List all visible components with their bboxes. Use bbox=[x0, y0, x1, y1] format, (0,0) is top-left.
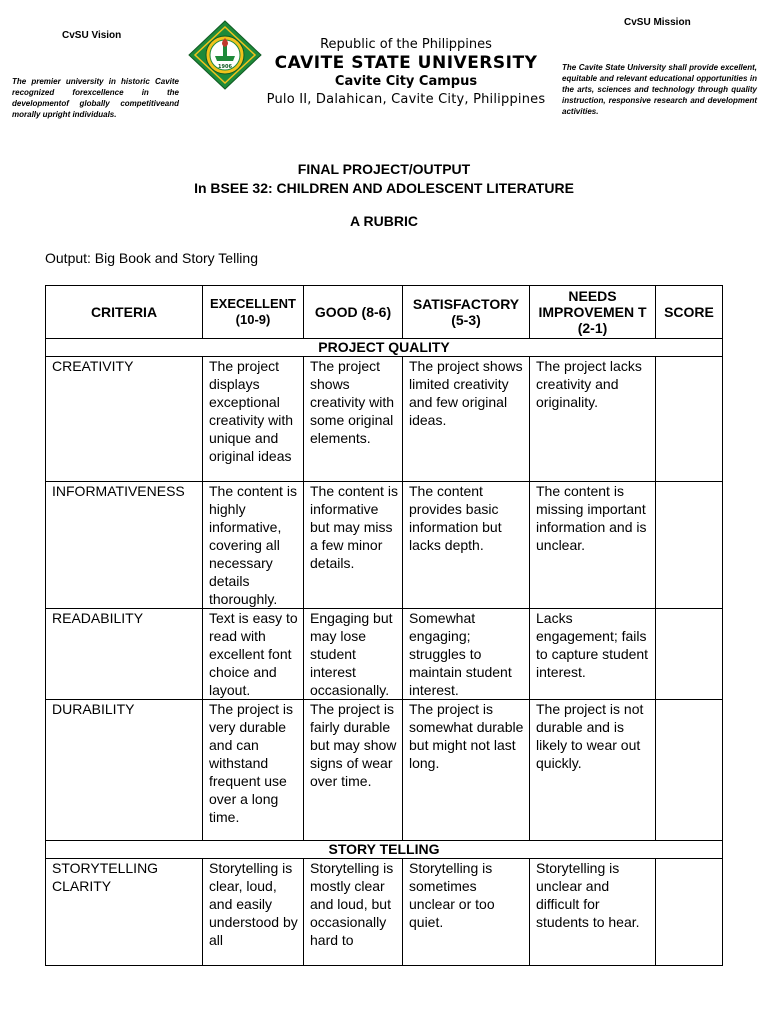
needs-improvement-cell: Lacks engagement; fails to capture student interest. bbox=[530, 609, 656, 700]
criteria-cell: READABILITY bbox=[46, 609, 203, 700]
section-title: PROJECT QUALITY bbox=[46, 339, 723, 357]
score-cell[interactable] bbox=[656, 609, 723, 700]
campus-name: Cavite City Campus bbox=[334, 74, 478, 89]
section-row-project-quality bbox=[46, 339, 723, 357]
header-satisfactory: SATISFACTORY (5-3) bbox=[403, 286, 530, 339]
table-row bbox=[46, 482, 723, 609]
vision-text: The premier university in historic Cavite recognized forexcellence in the developmentof globally competitiveand morally upright individuals. bbox=[12, 77, 179, 119]
good-cell: Storytelling is mostly clear and loud, but occasionally hard to bbox=[304, 859, 403, 966]
excellent-cell: The project displays exceptional creativity with unique and original ideas bbox=[203, 357, 304, 482]
header-score: SCORE bbox=[656, 286, 723, 339]
criteria-cell: STORYTELLING CLARITY bbox=[46, 859, 203, 966]
score-cell[interactable] bbox=[656, 357, 723, 482]
satisfactory-cell: The project is somewhat durable but might not last long. bbox=[403, 700, 530, 841]
republic-line: Republic of the Philippines bbox=[320, 37, 492, 52]
vision-title: CvSU Vision bbox=[62, 30, 122, 41]
satisfactory-cell: The content provides basic information but lacks depth. bbox=[403, 482, 530, 609]
university-name: CAVITE STATE UNIVERSITY bbox=[274, 53, 538, 73]
satisfactory-cell: Storytelling is sometimes unclear or too quiet. bbox=[403, 859, 530, 966]
document-title-line2: In BSEE 32: CHILDREN AND ADOLESCENT LITERATURE bbox=[194, 180, 574, 196]
criteria-cell: DURABILITY bbox=[46, 700, 203, 841]
document-title-line1: FINAL PROJECT/OUTPUT bbox=[297, 161, 471, 177]
score-cell[interactable] bbox=[656, 859, 723, 966]
table-row bbox=[46, 700, 723, 841]
needs-improvement-cell: The project lacks creativity and originality. bbox=[530, 357, 656, 482]
good-cell: Engaging but may lose student interest occasionally. bbox=[304, 609, 403, 700]
needs-improvement-cell: Storytelling is unclear and difficult for students to hear. bbox=[530, 859, 656, 966]
table-row bbox=[46, 609, 723, 700]
excellent-cell: Text is easy to read with excellent font choice and layout. bbox=[203, 609, 304, 700]
header-good: GOOD (8-6) bbox=[304, 286, 403, 339]
table-row bbox=[46, 859, 723, 966]
rubric-title: A RUBRIC bbox=[350, 213, 418, 229]
good-cell: The project is fairly durable but may show signs of wear over time. bbox=[304, 700, 403, 841]
score-cell[interactable] bbox=[656, 700, 723, 841]
university-logo bbox=[188, 20, 262, 90]
mission-title: CvSU Mission bbox=[624, 17, 691, 28]
score-cell[interactable] bbox=[656, 482, 723, 609]
output-line: Output: Big Book and Story Telling bbox=[45, 250, 258, 266]
satisfactory-cell: The project shows limited creativity and few original ideas. bbox=[403, 357, 530, 482]
campus-address: Pulo II, Dalahican, Cavite City, Philippines bbox=[266, 92, 546, 107]
criteria-cell: CREATIVITY bbox=[46, 357, 203, 482]
excellent-cell: The content is highly informative, covering all necessary details thoroughly. bbox=[203, 482, 304, 609]
needs-improvement-cell: The content is missing important information and is unclear. bbox=[530, 482, 656, 609]
logo-year-text: 1906 bbox=[218, 64, 232, 70]
header-needs-improvement: NEEDS IMPROVEMEN T (2-1) bbox=[530, 286, 656, 339]
university-header bbox=[258, 36, 554, 108]
header-excellent: EXECELLENT (10-9) bbox=[203, 286, 304, 339]
satisfactory-cell: Somewhat engaging; struggles to maintain student interest. bbox=[403, 609, 530, 700]
needs-improvement-cell: The project is not durable and is likely to wear out quickly. bbox=[530, 700, 656, 841]
table-row bbox=[46, 357, 723, 482]
criteria-cell: INFORMATIVENESS bbox=[46, 482, 203, 609]
rubric-table bbox=[45, 285, 723, 966]
section-title: STORY TELLING bbox=[46, 841, 723, 859]
section-row-story-telling bbox=[46, 841, 723, 859]
mission-text: The Cavite State University shall provide excellent, equitable and relevant educational opportunities in the arts, sciences and technology through quality instruction, responsive research and development activities. bbox=[562, 63, 757, 116]
good-cell: The content is informative but may miss a few minor details. bbox=[304, 482, 403, 609]
document-title bbox=[0, 160, 768, 198]
good-cell: The project shows creativity with some original elements. bbox=[304, 357, 403, 482]
header-criteria: CRITERIA bbox=[46, 286, 203, 339]
table-header-row bbox=[46, 286, 723, 339]
excellent-cell: The project is very durable and can withstand frequent use over a long time. bbox=[203, 700, 304, 841]
excellent-cell: Storytelling is clear, loud, and easily understood by all bbox=[203, 859, 304, 966]
